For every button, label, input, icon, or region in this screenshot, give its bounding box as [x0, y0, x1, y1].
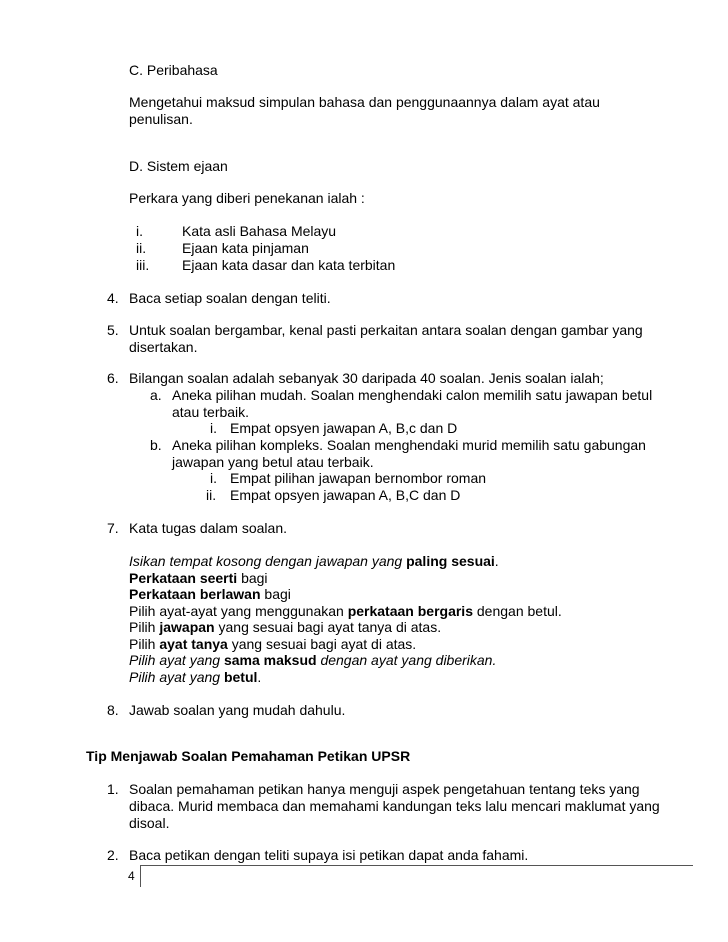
example-line: Perkataan seerti bagi	[129, 570, 268, 586]
list-number: 7.	[107, 520, 119, 536]
list-number: 1.	[107, 781, 119, 797]
roman-numeral: i.	[210, 470, 217, 486]
roman-numeral: i.	[136, 223, 143, 239]
section-c-heading: C. Peribahasa	[129, 62, 218, 78]
section-d-heading: D. Sistem ejaan	[129, 158, 228, 174]
sub-sub-item: Empat opsyen jawapan A, B,c dan D	[230, 420, 458, 436]
sub-item: Aneka pilihan kompleks. Soalan menghendaki murid memilih satu gabungan	[172, 437, 646, 453]
sub-item-continuation: atau terbaik.	[172, 404, 250, 420]
example-line: Perkataan berlawan bagi	[129, 586, 291, 602]
sub-label: b.	[150, 437, 162, 453]
example-line: Pilih ayat-ayat yang menggunakan perkataan bergaris dengan betul.	[129, 603, 562, 619]
list-number: 8.	[107, 702, 119, 718]
list-item: Baca petikan dengan teliti supaya isi petikan dapat anda fahami.	[129, 847, 529, 863]
list-item: Jawab soalan yang mudah dahulu.	[129, 702, 346, 718]
section-c-line: Mengetahui maksud simpulan bahasa dan penggunaannya dalam ayat atau	[129, 94, 600, 110]
list-number: 6.	[107, 370, 119, 386]
list-item: Untuk soalan bergambar, kenal pasti perkaitan antara soalan dengan gambar yang	[129, 322, 643, 338]
list-item: Kata tugas dalam soalan.	[129, 520, 287, 536]
list-item: Ejaan kata dasar dan kata terbitan	[182, 257, 396, 273]
sub-item: Aneka pilihan mudah. Soalan menghendaki calon memilih satu jawapan betul	[172, 387, 653, 403]
section-heading: Tip Menjawab Soalan Pemahaman Petikan UPSR	[86, 748, 411, 764]
list-item: Bilangan soalan adalah sebanyak 30 daripada 40 soalan. Jenis soalan ialah;	[129, 370, 604, 386]
roman-numeral: i.	[210, 420, 217, 436]
list-item-continuation: disertakan.	[129, 339, 198, 355]
example-line: Pilih ayat yang sama maksud dengan ayat yang diberikan.	[129, 652, 497, 668]
list-item: Ejaan kata pinjaman	[182, 240, 309, 256]
example-line: Isikan tempat kosong dengan jawapan yang paling sesuai.	[129, 553, 499, 569]
sub-sub-item: Empat opsyen jawapan A, B,C dan D	[230, 487, 461, 503]
example-line: Pilih jawapan yang sesuai bagi ayat tanya di atas.	[129, 619, 442, 635]
list-item-continuation: dibaca. Murid membaca dan memahami kandungan teks lalu mencari maklumat yang	[129, 798, 660, 814]
sub-item-continuation: jawapan yang betul atau terbaik.	[172, 454, 374, 470]
section-c-line: penulisan.	[129, 111, 193, 127]
list-item: Kata asli Bahasa Melayu	[182, 223, 337, 239]
example-line: Pilih ayat yang betul.	[129, 669, 262, 685]
list-item: Soalan pemahaman petikan hanya menguji aspek pengetahuan tentang teks yang	[129, 781, 640, 797]
list-item-continuation: disoal.	[129, 815, 170, 831]
roman-numeral: iii.	[136, 257, 150, 273]
sub-label: a.	[150, 387, 162, 403]
list-number: 2.	[107, 847, 119, 863]
section-d-intro: Perkara yang diberi penekanan ialah :	[129, 190, 365, 206]
roman-numeral: ii.	[206, 487, 217, 503]
list-number: 5.	[107, 322, 119, 338]
footer-vertical-divider	[140, 865, 141, 887]
page-number: 4	[128, 869, 135, 883]
list-number: 4.	[107, 290, 119, 306]
sub-sub-item: Empat pilihan jawapan bernombor roman	[230, 470, 487, 486]
example-line: Pilih ayat tanya yang sesuai bagi ayat di atas.	[129, 636, 417, 652]
list-item: Baca setiap soalan dengan teliti.	[129, 290, 331, 306]
roman-numeral: ii.	[136, 240, 147, 256]
footer-divider	[140, 865, 693, 866]
